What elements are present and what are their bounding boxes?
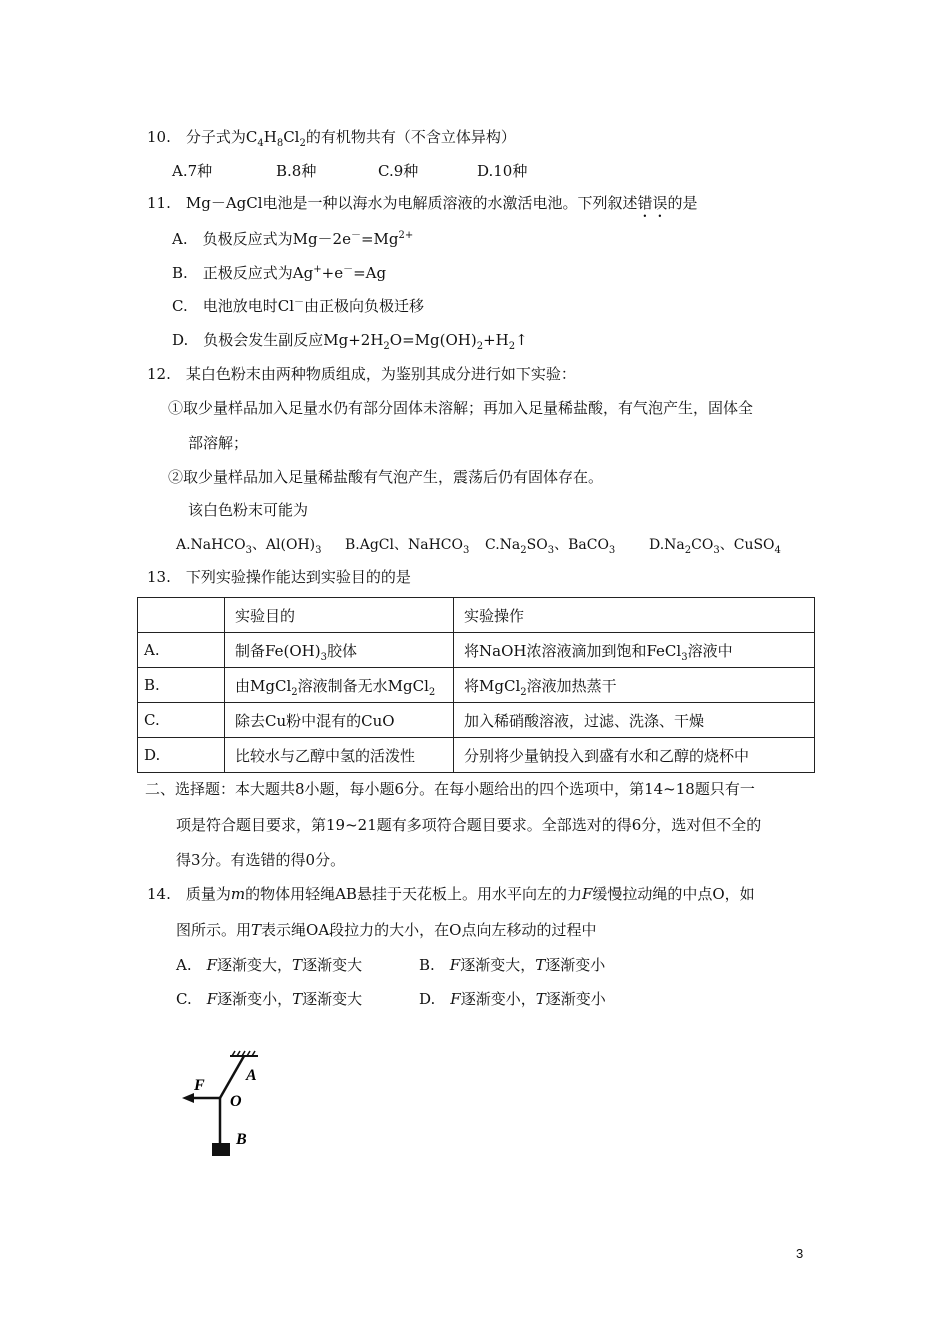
q14-option-b: B. F逐渐变大，T逐渐变小 [419, 956, 606, 974]
section2-line2: 项是符合题目要求，第19~21题有多项符合题目要求。全部选对的得6分，选对但不全的 [176, 816, 762, 834]
force-arrow-head [182, 1093, 194, 1103]
q10-option-a: A.7种 [172, 162, 213, 180]
q10-stem: 10. 分子式为$C_4H_8Cl_2$的有机物共有（不含立体异构） [147, 128, 516, 149]
label-f: F [194, 1077, 205, 1094]
ceiling-hatch [230, 1051, 258, 1056]
q12-option-c: $C.Na_2SO_3$、BaCO$_3$ [485, 537, 616, 556]
q10-option-b: B.8种 [276, 162, 317, 180]
section2-line3: 得3分。有选错的得0分。 [176, 851, 346, 869]
mass-block [212, 1143, 230, 1156]
q10-option-c: C.9种 [378, 162, 419, 180]
q11-option-d: D. 负极会发生副反应$Mg+2H_2O=Mg(OH)_2+H_2↑$ [172, 331, 528, 352]
q11-option-c: C. 电池放电时Cl－由正极向负极迁移 [172, 297, 425, 315]
table-row [138, 668, 815, 703]
row-purpose: 除去Cu粉中混有的CuO [225, 703, 454, 738]
q12-step1-line2: 部溶解； [188, 434, 249, 452]
row-operation: 将MgCl$_2$溶液加热蒸干 [454, 668, 815, 703]
row-purpose: 制备$Fe(OH)_3$胶体 [225, 633, 454, 668]
q12-option-b: B.AgCl、NaHCO$_3$ [345, 537, 470, 556]
row-label: B. [138, 668, 225, 703]
q12-option-d: $D.Na_2CO_3$、CuSO$_4$ [649, 537, 781, 556]
q11-stem: 11. Mg－AgCl电池是一种以海水为电解质溶液的水激活电池。下列叙述错误的是 [147, 194, 698, 212]
table-row [138, 633, 815, 668]
q12-stem: 12. 某白色粉末由两种物质组成，为鉴别其成分进行如下实验： [147, 365, 576, 383]
q12-ask: 该白色粉末可能为 [188, 501, 309, 519]
row-operation: 分别将少量钠投入到盛有水和乙醇的烧杯中 [454, 738, 815, 773]
row-label: C. [138, 703, 225, 738]
table-header-row [138, 598, 815, 633]
table-row [138, 738, 815, 773]
q14-option-a: A. F逐渐变大，T逐渐变大 [176, 956, 363, 974]
q14-figure [176, 1050, 276, 1160]
q12-option-a: A.NaHCO$_3$、$Al(OH)_3$ [176, 537, 322, 556]
table-cell-empty [138, 598, 225, 633]
label-o: O [230, 1093, 242, 1110]
label-b: B [236, 1131, 247, 1148]
q11-option-a: A. 负极反应式为$Mg-2e^-=Mg^{2+}$ [172, 230, 414, 248]
label-a: A [246, 1067, 257, 1084]
row-operation: 将NaOH浓溶液滴加到饱和FeCl$_3$溶液中 [454, 633, 815, 668]
q12-options [176, 535, 781, 555]
rope-oa [220, 1056, 244, 1098]
section2-line1: 二、选择题：本大题共8小题，每小题6分。在每小题给出的四个选项中，第14~18题只有一 [145, 780, 755, 798]
header-operation: 实验操作 [454, 598, 815, 633]
row-label: A. [138, 633, 225, 668]
row-purpose: 比较水与乙醇中氢的活泼性 [225, 738, 454, 773]
q11-emphasis: 错误 [637, 194, 668, 212]
q13-table [137, 597, 815, 773]
q13-stem: 13. 下列实验操作能达到实验目的的是 [147, 568, 411, 586]
q11-option-b: B. 正极反应式为Ag++e－=Ag [172, 264, 387, 282]
row-purpose: 由MgCl$_2$溶液制备无水MgCl$_2$ [225, 668, 454, 703]
q10-options [172, 161, 527, 181]
q14-option-c: C. F逐渐变小，T逐渐变大 [176, 990, 363, 1008]
header-purpose: 实验目的 [225, 598, 454, 633]
q14-options-row2 [176, 989, 606, 1009]
q10-option-d: D.10种 [477, 162, 528, 180]
row-operation: 加入稀硝酸溶液，过滤、洗涤、干燥 [454, 703, 815, 738]
q14-option-d: D. F逐渐变小，T逐渐变小 [419, 990, 606, 1008]
q14-stem-line1: 14. 质量为m的物体用轻绳AB悬挂于天花板上。用水平向左的力F缓慢拉动绳的中点O，如 [147, 885, 755, 903]
row-label: D. [138, 738, 225, 773]
q12-step2: ②取少量样品加入足量稀盐酸有气泡产生，震荡后仍有固体存在。 [168, 468, 604, 486]
page-number: 3 [796, 1246, 804, 1261]
table-row [138, 703, 815, 738]
q14-options-row1 [176, 955, 605, 975]
q12-step1-line1: ①取少量样品加入足量水仍有部分固体未溶解；再加入足量稀盐酸，有气泡产生，固体全 [168, 399, 754, 417]
q14-stem-line2: 图所示。用T表示绳OA段拉力的大小，在O点向左移动的过程中 [176, 921, 597, 939]
